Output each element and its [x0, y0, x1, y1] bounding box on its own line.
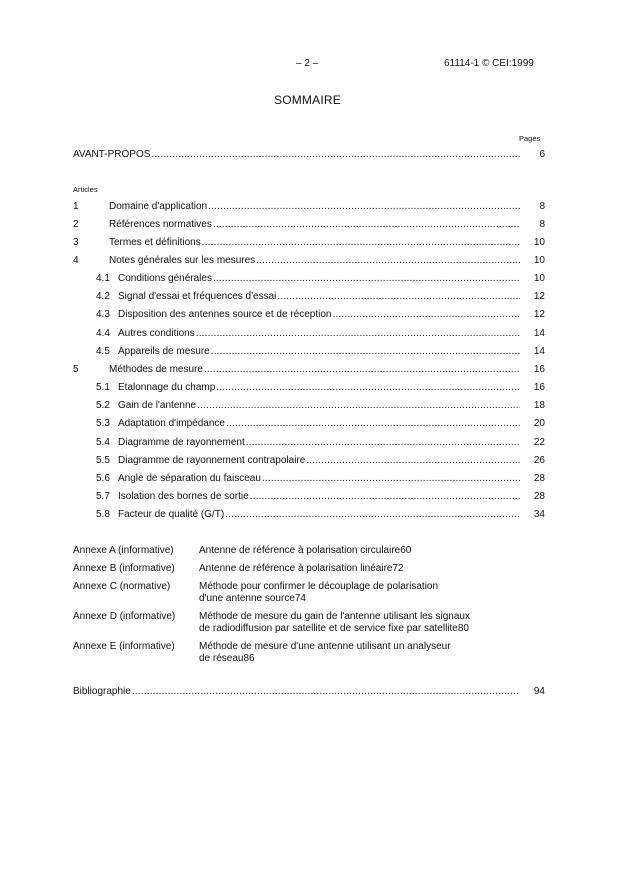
toc-page-number: 80 — [457, 623, 469, 634]
toc-entry-title: Angle de séparation du faisceau — [118, 473, 261, 484]
toc-subentry[interactable] — [73, 473, 545, 487]
toc-page-number: 34 — [533, 509, 545, 520]
toc-entry[interactable] — [73, 219, 545, 233]
toc-subentry[interactable] — [73, 273, 545, 287]
leader-dots — [196, 328, 520, 339]
toc-entry-number: 5.5 — [96, 455, 110, 466]
toc-entry-title: Signal d'essai et fréquences d'essai — [118, 291, 277, 302]
toc-page-number: 28 — [533, 473, 545, 484]
toc-entry-title: Facteur de qualité (G/T) — [118, 509, 225, 520]
toc-entry-label: Bibliographie — [73, 686, 131, 697]
toc-page-number: 28 — [533, 491, 545, 502]
toc-entry-number: 5.3 — [96, 418, 110, 429]
toc-entry-title: Isolation des bornes de sortie — [118, 491, 249, 502]
toc-entry[interactable] — [73, 237, 545, 251]
toc-entry-number: 4.1 — [96, 273, 110, 284]
leader-dots — [204, 364, 520, 375]
toc-page-number: 86 — [243, 653, 255, 664]
toc-page-number: 12 — [533, 291, 545, 302]
annex-title-line1: Méthode de mesure d'une antenne utilisant un analyseur — [199, 641, 451, 652]
toc-page-number: 6 — [539, 149, 545, 160]
toc-entry-number: 3 — [73, 237, 79, 248]
toc-entry-title: Notes générales sur les mesures — [109, 255, 256, 266]
annex-label: Annexe B (informative) — [73, 563, 175, 574]
toc-page-number: 18 — [533, 400, 545, 411]
leader-dots — [246, 437, 520, 448]
toc-entry[interactable] — [73, 364, 545, 378]
toc-entry-title: Diagramme de rayonnement contrapolaire — [118, 455, 306, 466]
toc-page-number: 12 — [533, 309, 545, 320]
leader-dots — [208, 201, 520, 212]
document-reference: 61114-1 © CEI:1999 — [444, 58, 534, 69]
toc-entry-title: Méthodes de mesure — [109, 364, 203, 375]
page-number: – 2 – — [296, 58, 319, 69]
toc-page-number: 20 — [533, 418, 545, 429]
toc-page-number: 22 — [533, 437, 545, 448]
toc-page-number: 60 — [400, 545, 412, 556]
toc-entry-number: 4.4 — [96, 328, 110, 339]
leader-dots — [277, 291, 520, 302]
toc-page-number: 16 — [533, 382, 545, 393]
annex-title-line1: Méthode de mesure du gain de l'antenne utilisant les signaux — [199, 611, 470, 622]
toc-page-number: 14 — [533, 328, 545, 339]
toc-annex-c[interactable] — [73, 581, 545, 607]
toc-entry-title: Diagramme de rayonnement — [118, 437, 245, 448]
leader-dots — [132, 686, 520, 697]
toc-entry-title: Gain de l'antenne — [118, 400, 197, 411]
toc-entry-number: 5.8 — [96, 509, 110, 520]
annex-title: d'une antenne source — [199, 593, 295, 604]
toc-entry-title: Appareils de mesure — [118, 346, 210, 357]
toc-subentry[interactable] — [73, 309, 545, 323]
toc-entry-number: 1 — [73, 201, 79, 212]
toc-entry-title: Domaine d'application — [109, 201, 208, 212]
annex-label: Annexe E (informative) — [73, 641, 175, 652]
leader-dots — [332, 309, 520, 320]
leader-dots — [216, 382, 520, 393]
toc-entry-title: Références normatives — [109, 219, 212, 230]
toc-entry[interactable] — [73, 255, 545, 269]
toc-entry[interactable] — [73, 201, 545, 215]
toc-subentry[interactable] — [73, 346, 545, 360]
annex-title-line1: Méthode pour confirmer le découplage de polarisation — [199, 581, 439, 592]
toc-entry-number: 4.5 — [96, 346, 110, 357]
toc-page-number: 94 — [533, 686, 545, 697]
toc-annex-d[interactable] — [73, 611, 545, 637]
toc-entry-number: 4.3 — [96, 309, 110, 320]
toc-page-number: 10 — [533, 237, 545, 248]
toc-annex-b[interactable] — [73, 563, 545, 577]
leader-dots — [211, 346, 520, 357]
leader-dots — [225, 509, 520, 520]
toc-page-number: 14 — [533, 346, 545, 357]
toc-subentry[interactable] — [73, 509, 545, 523]
toc-annex-e[interactable] — [73, 641, 545, 667]
toc-annex-a[interactable] — [73, 545, 545, 559]
toc-page-number: 8 — [539, 219, 545, 230]
toc-entry-number: 5.7 — [96, 491, 110, 502]
toc-entry-title: Disposition des antennes source et de réception — [118, 309, 332, 320]
leader-dots — [226, 418, 520, 429]
toc-page-number: 16 — [533, 364, 545, 375]
toc-page-number: 26 — [533, 455, 545, 466]
toc-page-number: 10 — [533, 273, 545, 284]
toc-entry-title: Autres conditions — [118, 328, 195, 339]
toc-page-number: 8 — [539, 201, 545, 212]
toc-entry-number: 5.2 — [96, 400, 110, 411]
toc-subentry[interactable] — [73, 437, 545, 451]
toc-entry-number: 2 — [73, 219, 79, 230]
annex-title: Antenne de référence à polarisation linéaire — [199, 563, 393, 574]
toc-entry-title: Adaptation d'impédance — [118, 418, 225, 429]
leader-dots — [202, 237, 520, 248]
annex-title: de réseau — [199, 653, 244, 664]
toc-entry-label: AVANT-PROPOS — [73, 149, 151, 160]
leader-dots — [256, 255, 520, 266]
toc-subentry[interactable] — [73, 328, 545, 342]
toc-entry-number: 5 — [73, 364, 79, 375]
toc-subentry[interactable] — [73, 491, 545, 505]
annex-title: Antenne de référence à polarisation circulaire — [199, 545, 401, 556]
toc-entry-number: 5.1 — [96, 382, 110, 393]
toc-entry-number: 4.2 — [96, 291, 110, 302]
toc-page-number: 10 — [533, 255, 545, 266]
toc-page-number: 74 — [294, 593, 306, 604]
toc-entry-title: Etalonnage du champ — [118, 382, 216, 393]
page-title: SOMMAIRE — [274, 93, 341, 107]
leader-dots — [213, 273, 520, 284]
toc-entry-bibliography[interactable] — [73, 686, 545, 700]
toc-page-number: 72 — [392, 563, 404, 574]
toc-entry-number: 5.4 — [96, 437, 110, 448]
leader-dots — [197, 400, 520, 411]
toc-subentry[interactable] — [73, 400, 545, 414]
articles-label: Articles — [73, 185, 98, 194]
toc-entry-title: Conditions générales — [118, 273, 212, 284]
toc-subentry[interactable] — [73, 455, 545, 469]
toc-subentry[interactable] — [73, 418, 545, 432]
annex-label: Annexe C (normative) — [73, 581, 171, 592]
toc-subentry[interactable] — [73, 291, 545, 305]
leader-dots — [250, 491, 520, 502]
toc-entry-foreword[interactable] — [73, 149, 545, 163]
annex-label: Annexe A (informative) — [73, 545, 174, 556]
annex-label: Annexe D (informative) — [73, 611, 176, 622]
toc-subentry[interactable] — [73, 382, 545, 396]
toc-entry-title: Termes et définitions — [109, 237, 201, 248]
annex-title: de radiodiffusion par satellite et de service fixe par satellite — [199, 623, 458, 634]
leader-dots — [262, 473, 520, 484]
leader-dots — [151, 149, 520, 160]
leader-dots — [213, 219, 520, 230]
toc-entry-number: 4 — [73, 255, 79, 266]
toc-entry-number: 5.6 — [96, 473, 110, 484]
leader-dots — [306, 455, 520, 466]
pages-label: Pages — [519, 134, 541, 143]
